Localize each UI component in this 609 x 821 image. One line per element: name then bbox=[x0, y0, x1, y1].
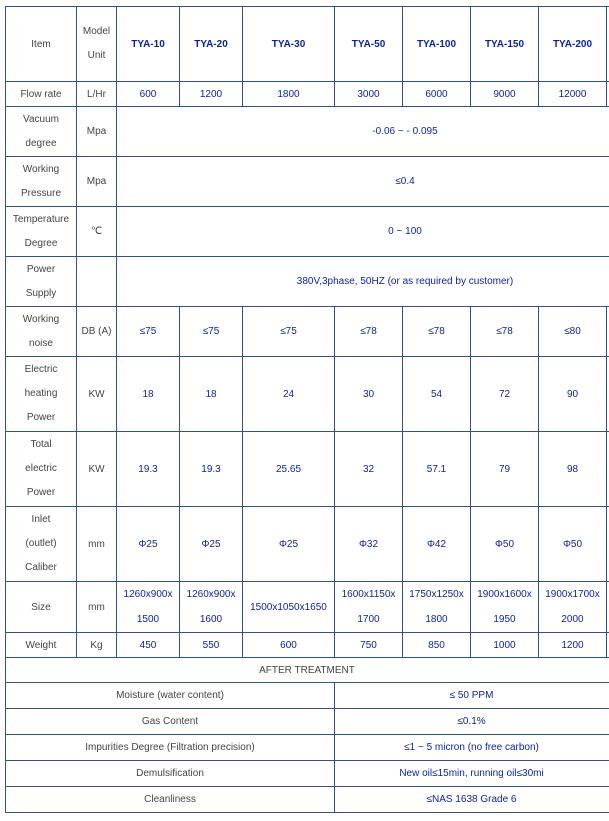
caliber-unit: mm bbox=[77, 507, 117, 582]
size-value-line: 1260x900x bbox=[123, 589, 173, 600]
treatment-title-row bbox=[6, 658, 609, 683]
total-power-label bbox=[6, 432, 77, 507]
pressure-value bbox=[117, 157, 609, 207]
caliber-value: Φ42 bbox=[403, 507, 471, 582]
power-supply-label bbox=[6, 257, 77, 307]
total-power-label-line: Total bbox=[30, 439, 52, 450]
size-value-line: 1600 bbox=[199, 614, 223, 625]
flow-rate-value: 1200 bbox=[180, 82, 243, 107]
header-item-label: Item bbox=[31, 38, 51, 50]
table-row bbox=[6, 432, 609, 507]
model-name: TYA-20 bbox=[194, 38, 228, 50]
heating-power-label bbox=[6, 357, 77, 432]
power-supply-value bbox=[117, 257, 609, 307]
temperature-value bbox=[117, 207, 609, 257]
treatment-value bbox=[335, 709, 609, 735]
size-value-line: 1600x1150x bbox=[341, 589, 396, 600]
model-col bbox=[243, 7, 335, 82]
flow-rate-label: Flow rate bbox=[6, 82, 77, 107]
heating-power-label-line: Power bbox=[26, 412, 56, 423]
power-supply-label-line: Supply bbox=[25, 287, 57, 299]
vacuum-label-line: degree bbox=[25, 137, 57, 149]
model-col bbox=[539, 7, 607, 82]
size-value-line: 1500 bbox=[136, 614, 160, 625]
total-power-value: 19.3 bbox=[117, 432, 180, 507]
total-power-value: 98 bbox=[539, 432, 607, 507]
caliber-value: Φ32 bbox=[335, 507, 403, 582]
noise-value: ≤75 bbox=[243, 307, 335, 357]
table-row bbox=[6, 735, 609, 761]
flow-rate-value: 600 bbox=[117, 82, 180, 107]
table-row bbox=[6, 761, 609, 787]
caliber-label-line: (outlet) bbox=[25, 538, 57, 549]
size-value-line: 2000 bbox=[561, 614, 584, 625]
total-power-value: 32 bbox=[335, 432, 403, 507]
table-row bbox=[6, 357, 609, 432]
table-row bbox=[6, 307, 609, 357]
table-row bbox=[6, 257, 609, 307]
size-value bbox=[471, 582, 539, 633]
power-supply-unit bbox=[77, 257, 117, 307]
header-model-label: Model bbox=[82, 26, 111, 37]
weight-value: 1000 bbox=[471, 633, 539, 658]
temperature-label bbox=[6, 207, 77, 257]
noise-value: ≤75 bbox=[180, 307, 243, 357]
power-supply-label-line: Power bbox=[26, 263, 56, 275]
header-item-cell bbox=[6, 7, 77, 82]
total-power-value: 25.65 bbox=[243, 432, 335, 507]
noise-label-line: Working bbox=[22, 313, 60, 325]
vacuum-label-line: Vacuum bbox=[23, 113, 59, 125]
vacuum-value-text: -0.06 ~ - 0.095 bbox=[372, 126, 438, 137]
table-row bbox=[6, 633, 609, 658]
heating-power-value: 72 bbox=[471, 357, 539, 432]
header-row bbox=[6, 7, 609, 82]
pressure-value-text: ≤0.4 bbox=[395, 176, 415, 187]
heating-power-label-line: Electric bbox=[24, 364, 58, 375]
heating-power-value: 30 bbox=[335, 357, 403, 432]
table-row bbox=[6, 82, 609, 107]
treatment-label: Impurities Degree (Filtration precision) bbox=[6, 735, 335, 761]
size-value bbox=[180, 582, 243, 633]
total-power-label-line: electric bbox=[25, 463, 57, 474]
flow-rate-value: 12000 bbox=[539, 82, 607, 107]
size-value bbox=[335, 582, 403, 633]
treatment-value bbox=[335, 683, 609, 709]
caliber-label-line: Inlet bbox=[31, 514, 51, 525]
vacuum-label bbox=[6, 107, 77, 157]
flow-rate-value: 3000 bbox=[335, 82, 403, 107]
size-value-line: 1700 bbox=[357, 614, 380, 625]
total-power-value: 19.3 bbox=[180, 432, 243, 507]
size-value-line: 1260x900x bbox=[186, 589, 236, 600]
treatment-value-text: ≤ 50 PPM bbox=[449, 690, 494, 701]
noise-value: ≤80 bbox=[539, 307, 607, 357]
total-power-unit: KW bbox=[77, 432, 117, 507]
treatment-table bbox=[5, 657, 609, 813]
treatment-label: Demulsification bbox=[6, 761, 335, 787]
weight-value: 1200 bbox=[539, 633, 607, 658]
size-value-line: 1750x1250x bbox=[409, 589, 464, 600]
treatment-value bbox=[335, 761, 609, 787]
size-value bbox=[403, 582, 471, 633]
treatment-value-text: ≤NAS 1638 Grade 6 bbox=[426, 794, 517, 805]
flow-rate-value: 1800 bbox=[243, 82, 335, 107]
treatment-value-text: ≤1 ~ 5 micron (no free carbon) bbox=[404, 742, 539, 753]
power-supply-value-text: 380V,3phase, 50HZ (or as required by customer) bbox=[296, 276, 514, 287]
treatment-label: Cleanliness bbox=[6, 787, 335, 813]
vacuum-value bbox=[117, 107, 609, 157]
model-name: TYA-150 bbox=[484, 38, 525, 50]
model-name: TYA-50 bbox=[351, 38, 386, 50]
caliber-label bbox=[6, 507, 77, 582]
treatment-title bbox=[6, 658, 609, 683]
caliber-value: Φ25 bbox=[180, 507, 243, 582]
pressure-label-line: Working bbox=[22, 163, 60, 175]
temperature-unit: ℃ bbox=[77, 207, 117, 257]
vacuum-unit: Mpa bbox=[77, 107, 117, 157]
model-col bbox=[471, 7, 539, 82]
treatment-title-text: AFTER TREATMENT bbox=[259, 664, 355, 676]
weight-value: 750 bbox=[335, 633, 403, 658]
size-value bbox=[243, 582, 335, 633]
noise-unit: DB (A) bbox=[77, 307, 117, 357]
flow-rate-value: 6000 bbox=[403, 82, 471, 107]
caliber-value: Φ25 bbox=[243, 507, 335, 582]
header-unit-label: Unit bbox=[87, 50, 106, 61]
caliber-value: Φ50 bbox=[539, 507, 607, 582]
model-col bbox=[180, 7, 243, 82]
heating-power-value: 24 bbox=[243, 357, 335, 432]
size-value bbox=[539, 582, 607, 633]
table-row bbox=[6, 787, 609, 813]
size-value bbox=[117, 582, 180, 633]
treatment-value-text: ≤0.1% bbox=[457, 716, 486, 727]
weight-label: Weight bbox=[6, 633, 77, 658]
size-value-line: 1950 bbox=[493, 614, 516, 625]
total-power-value: 79 bbox=[471, 432, 539, 507]
heating-power-value: 54 bbox=[403, 357, 471, 432]
heating-power-unit: KW bbox=[77, 357, 117, 432]
size-value-line: 1800 bbox=[425, 614, 448, 625]
treatment-label: Gas Content bbox=[6, 709, 335, 735]
heating-power-label-line: heating bbox=[24, 388, 58, 399]
size-value-line: 1900x1700x bbox=[545, 589, 600, 600]
size-value-line: 1900x1600x bbox=[477, 589, 532, 600]
model-name: TYA-10 bbox=[131, 38, 165, 50]
noise-label bbox=[6, 307, 77, 357]
model-col bbox=[403, 7, 471, 82]
weight-value: 450 bbox=[117, 633, 180, 658]
weight-value: 600 bbox=[243, 633, 335, 658]
size-label: Size bbox=[6, 582, 77, 633]
pressure-unit: Mpa bbox=[77, 157, 117, 207]
model-name: TYA-30 bbox=[271, 38, 306, 50]
model-col bbox=[335, 7, 403, 82]
header-model-unit-cell bbox=[77, 7, 117, 82]
spec-table-container bbox=[5, 6, 609, 821]
model-col bbox=[117, 7, 180, 82]
model-name: TYA-200 bbox=[552, 38, 593, 50]
total-power-label-line: Power bbox=[26, 487, 56, 498]
pressure-label-line: Pressure bbox=[20, 187, 61, 199]
heating-power-value: 90 bbox=[539, 357, 607, 432]
heating-power-value: 18 bbox=[117, 357, 180, 432]
table-row bbox=[6, 683, 609, 709]
treatment-label: Moisture (water content) bbox=[6, 683, 335, 709]
treatment-value bbox=[335, 735, 609, 761]
caliber-label-line: Caliber bbox=[25, 562, 57, 573]
noise-value: ≤78 bbox=[335, 307, 403, 357]
flow-rate-value: 9000 bbox=[471, 82, 539, 107]
model-name: TYA-100 bbox=[416, 38, 457, 50]
noise-value: ≤78 bbox=[471, 307, 539, 357]
treatment-value-text: New oil≤15min, running oil≤30mi bbox=[399, 768, 544, 779]
size-unit: mm bbox=[77, 582, 117, 633]
flow-rate-unit: L/Hr bbox=[77, 82, 117, 107]
total-power-value: 57.1 bbox=[403, 432, 471, 507]
table-row bbox=[6, 507, 609, 582]
table-row bbox=[6, 207, 609, 257]
caliber-value: Φ25 bbox=[117, 507, 180, 582]
table-row bbox=[6, 107, 609, 157]
table-row bbox=[6, 157, 609, 207]
temperature-label-line: Temperature bbox=[12, 213, 70, 225]
spec-table bbox=[5, 6, 609, 658]
weight-value: 850 bbox=[403, 633, 471, 658]
noise-value: ≤75 bbox=[117, 307, 180, 357]
caliber-value: Φ50 bbox=[471, 507, 539, 582]
table-row bbox=[6, 582, 609, 633]
weight-value: 550 bbox=[180, 633, 243, 658]
noise-value: ≤78 bbox=[403, 307, 471, 357]
temperature-value-text: 0 ~ 100 bbox=[388, 226, 422, 237]
heating-power-value: 18 bbox=[180, 357, 243, 432]
table-row bbox=[6, 709, 609, 735]
pressure-label bbox=[6, 157, 77, 207]
temperature-label-line: Degree bbox=[24, 237, 58, 249]
noise-label-line: noise bbox=[29, 337, 53, 349]
size-value-line: 1500x1050x1650 bbox=[250, 601, 327, 613]
treatment-value bbox=[335, 787, 609, 813]
weight-unit: Kg bbox=[77, 633, 117, 658]
